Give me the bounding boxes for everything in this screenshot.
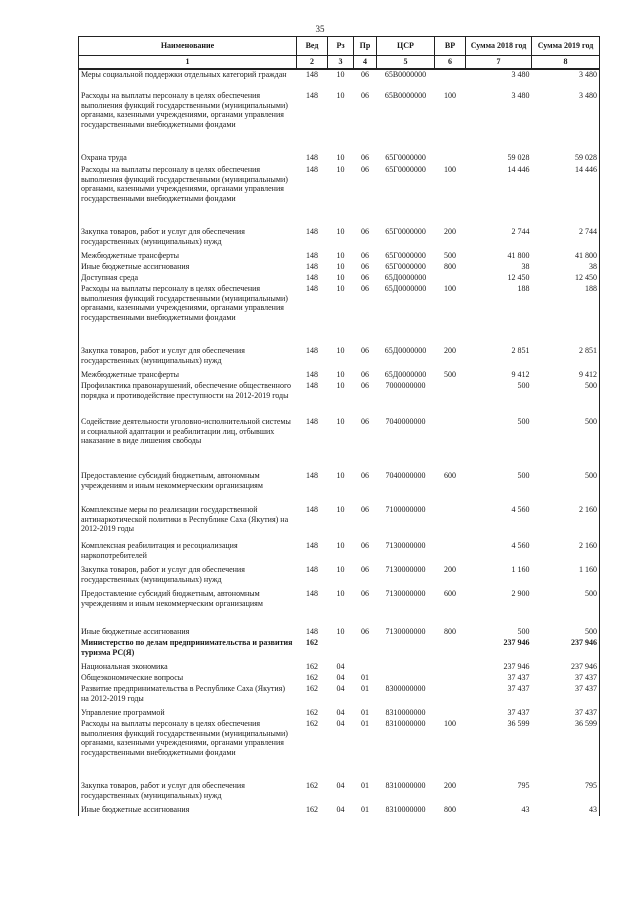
row-ved: 162 [306, 805, 318, 814]
row-vr: 800 [444, 627, 456, 636]
row-csr [377, 638, 435, 662]
row-name: Меры социальной поддержки отдельных категорий граждан [79, 69, 297, 91]
header-sum-2018: Сумма 2018 год [466, 37, 532, 56]
row-vr: 100 [444, 165, 456, 174]
row-vr: 800 [444, 262, 456, 271]
row-pr: 01 [361, 673, 369, 682]
row-rz: 10 [336, 381, 345, 390]
row-pr [354, 638, 377, 662]
row-name: Расходы на выплаты персоналу в целях обеспечения выполнения функций государственными (муниципальными) органами, казенными учреждениями, органами управления государственными внебюджетными фондами [79, 284, 297, 346]
row-pr: 06 [361, 370, 369, 379]
row-sum-2018: 4 560 [511, 505, 530, 514]
row-csr: 65В0000000 [384, 70, 427, 79]
row-ved: 162 [306, 719, 318, 728]
row-pr: 06 [361, 227, 369, 236]
row-sum-2018: 1 160 [511, 565, 530, 574]
row-csr: 7100000000 [385, 505, 426, 514]
row-sum-2018: 3 480 [511, 91, 530, 100]
row-pr: 06 [361, 627, 369, 636]
row-ved: 148 [306, 370, 318, 379]
table-row [79, 662, 600, 673]
table-row [79, 719, 600, 781]
row-sum-2019: 795 [532, 781, 600, 805]
table-body [79, 69, 600, 816]
row-sum-2019: 3 480 [532, 69, 600, 91]
row-sum-2018: 41 800 [507, 251, 530, 260]
header-number: 7 [466, 56, 532, 70]
row-sum-2018: 37 437 [507, 684, 530, 693]
row-ved: 148 [306, 565, 318, 574]
row-sum-2019: 237 946 [532, 638, 600, 662]
header-ved: Вед [297, 37, 328, 56]
row-pr: 06 [361, 589, 369, 598]
row-pr: 06 [361, 262, 369, 271]
row-sum-2018: 14 446 [507, 165, 530, 174]
row-sum-2018: 3 480 [511, 70, 530, 79]
row-name: Охрана труда [79, 153, 297, 165]
row-vr: 500 [444, 370, 456, 379]
row-csr [377, 662, 435, 673]
row-name: Иные бюджетные ассигнования [79, 627, 297, 638]
row-pr: 06 [361, 91, 369, 100]
row-pr: 01 [361, 708, 369, 717]
row-sum-2019: 43 [532, 805, 600, 816]
header-number-row [79, 56, 600, 70]
row-vr: 600 [444, 471, 456, 480]
table-row [79, 638, 600, 662]
row-sum-2019: 2 851 [532, 346, 600, 370]
row-name: Комплексные меры по реализации государственной антинаркотической политики в Республике Саха (Якутия) на 2012-2019 годы [79, 505, 297, 541]
row-sum-2019: 14 446 [532, 165, 600, 227]
row-sum-2018: 500 [517, 381, 530, 390]
row-name: Закупка товаров, работ и услуг для обеспечения государственных (муниципальных) нужд [79, 227, 297, 251]
row-rz: 10 [336, 589, 345, 598]
row-vr [435, 662, 466, 673]
row-csr [377, 673, 435, 684]
row-vr [435, 638, 466, 662]
row-name: Закупка товаров, работ и услуг для обеспечения государственных (муниципальных) нужд [79, 346, 297, 370]
row-sum-2018: 2 851 [511, 346, 530, 355]
row-name: Закупка товаров, работ и услуг для обеспечения государственных (муниципальных) нужд [79, 565, 297, 589]
row-sum-2018: 37 437 [507, 708, 530, 717]
row-csr: 8310000000 [385, 805, 426, 814]
table-row [79, 381, 600, 417]
row-ved: 162 [306, 673, 318, 682]
row-sum-2018: 500 [517, 627, 530, 636]
table-row [79, 251, 600, 262]
table-row [79, 805, 600, 816]
row-pr: 06 [361, 273, 369, 282]
row-csr: 7040000000 [385, 417, 426, 426]
table-row [79, 273, 600, 284]
table-row [79, 153, 600, 165]
row-vr [435, 69, 466, 91]
row-sum-2019: 500 [532, 417, 600, 471]
table-row [79, 346, 600, 370]
row-csr: 65В0000000 [384, 91, 427, 100]
header-rz: Рз [328, 37, 354, 56]
row-vr [435, 684, 466, 708]
row-sum-2018: 500 [517, 471, 530, 480]
row-name: Межбюджетные трансферты [79, 370, 297, 381]
table-row [79, 781, 600, 805]
row-rz [328, 638, 354, 662]
row-sum-2018: 59 028 [507, 153, 530, 162]
header-number: 2 [297, 56, 328, 70]
row-rz: 04 [336, 719, 345, 728]
row-sum-2018: 43 [521, 805, 530, 814]
row-sum-2018: 4 560 [511, 541, 530, 550]
row-rz: 10 [336, 471, 345, 480]
row-csr: 8310000000 [385, 781, 426, 790]
row-name: Расходы на выплаты персоналу в целях обеспечения выполнения функций государственными (муниципальными) органами, казенными учреждениями, органами управления государственными внебюджетными фондами [79, 165, 297, 227]
row-vr: 200 [444, 781, 456, 790]
row-sum-2019: 41 800 [532, 251, 600, 262]
row-rz: 04 [336, 708, 345, 717]
row-ved: 148 [306, 417, 318, 426]
row-rz: 10 [336, 284, 345, 293]
row-name: Расходы на выплаты персоналу в целях обеспечения выполнения функций государственными (муниципальными) органами, казенными учреждениями, органами управления государственными внебюджетными фондами [79, 719, 297, 781]
row-name: Закупка товаров, работ и услуг для обеспечения государственных (муниципальных) нужд [79, 781, 297, 805]
row-sum-2019: 2 160 [532, 541, 600, 565]
row-csr: 7130000000 [385, 565, 426, 574]
table-row [79, 91, 600, 153]
header-csr: ЦСР [377, 37, 435, 56]
row-vr [435, 541, 466, 565]
row-vr [435, 505, 466, 541]
row-rz: 10 [336, 417, 345, 426]
header-number: 3 [328, 56, 354, 70]
row-name: Иные бюджетные ассигнования [79, 262, 297, 273]
row-sum-2019: 2 744 [532, 227, 600, 251]
row-sum-2019: 36 599 [532, 719, 600, 781]
row-ved: 162 [306, 708, 318, 717]
row-csr: 8300000000 [385, 684, 426, 693]
table-row [79, 684, 600, 708]
header-number: 1 [79, 56, 297, 70]
row-sum-2018: 37 437 [507, 673, 530, 682]
row-rz: 10 [336, 227, 345, 236]
row-rz: 10 [336, 273, 345, 282]
row-ved: 148 [306, 70, 318, 79]
row-pr: 06 [361, 381, 369, 390]
row-csr: 65Д0000000 [384, 273, 427, 282]
row-sum-2018: 2 900 [511, 589, 530, 598]
row-rz: 10 [336, 370, 345, 379]
row-rz: 10 [336, 627, 345, 636]
header-vr: ВР [435, 37, 466, 56]
row-rz: 10 [336, 346, 345, 355]
row-name: Межбюджетные трансферты [79, 251, 297, 262]
row-rz: 10 [336, 505, 345, 514]
row-ved: 148 [306, 541, 318, 550]
row-name: Расходы на выплаты персоналу в целях обеспечения выполнения функций государственными (муниципальными) органами, казенными учреждениями, органами управления государственными внебюджетными фондами [79, 91, 297, 153]
row-rz: 10 [336, 165, 345, 174]
row-pr: 06 [361, 153, 369, 162]
row-sum-2018: 237 946 [503, 638, 530, 647]
row-sum-2018: 36 599 [507, 719, 530, 728]
row-rz: 04 [336, 684, 345, 693]
row-ved: 148 [306, 471, 318, 480]
table-row [79, 69, 600, 91]
row-rz: 04 [336, 781, 345, 790]
row-vr: 200 [444, 227, 456, 236]
table-row [79, 627, 600, 638]
table-header [79, 37, 600, 70]
row-sum-2019: 38 [532, 262, 600, 273]
row-name: Национальная экономика [79, 662, 297, 673]
row-ved: 148 [306, 627, 318, 636]
row-pr: 06 [361, 346, 369, 355]
table-row [79, 284, 600, 346]
row-csr: 7130000000 [385, 627, 426, 636]
row-ved: 148 [306, 346, 318, 355]
table-row [79, 370, 600, 381]
row-pr: 01 [361, 719, 369, 728]
row-csr: 7130000000 [385, 541, 426, 550]
row-sum-2018: 795 [517, 781, 530, 790]
row-ved: 148 [306, 153, 318, 162]
row-rz: 10 [336, 565, 345, 574]
row-name: Профилактика правонарушений, обеспечение общественного порядка и противодействие преступности на 2012-2019 годы [79, 381, 297, 417]
row-sum-2019: 237 946 [532, 662, 600, 673]
row-csr: 65Г0000000 [385, 251, 426, 260]
row-name: Содействие деятельности уголовно-исполнительной системы и социальной адаптации и реабилитации лиц, отбывших наказание в виде лишения свободы [79, 417, 297, 471]
row-csr: 65Г0000000 [385, 227, 426, 236]
row-rz: 04 [336, 662, 345, 671]
header-name: Наименование [79, 37, 297, 56]
row-ved: 148 [306, 227, 318, 236]
row-ved: 148 [306, 273, 318, 282]
row-ved: 162 [306, 662, 318, 671]
row-vr [435, 153, 466, 165]
header-number: 8 [532, 56, 600, 70]
row-csr: 8310000000 [385, 708, 426, 717]
row-sum-2019: 37 437 [532, 708, 600, 719]
row-ved: 162 [306, 684, 318, 693]
header-pr: Пр [354, 37, 377, 56]
row-ved: 162 [306, 781, 318, 790]
table-row [79, 417, 600, 471]
row-rz: 10 [336, 153, 345, 162]
row-vr: 100 [444, 91, 456, 100]
row-ved: 148 [306, 284, 318, 293]
row-sum-2019: 9 412 [532, 370, 600, 381]
row-csr: 65Д0000000 [384, 284, 427, 293]
row-sum-2019: 12 450 [532, 273, 600, 284]
row-sum-2018: 188 [517, 284, 530, 293]
row-name: Развитие предпринимательства в Республике Саха (Якутия) на 2012-2019 годы [79, 684, 297, 708]
row-csr: 65Г0000000 [385, 153, 426, 162]
table-row [79, 165, 600, 227]
table-row [79, 708, 600, 719]
row-ved: 148 [306, 589, 318, 598]
row-vr: 200 [444, 565, 456, 574]
row-sum-2018: 237 946 [503, 662, 530, 671]
table-row [79, 565, 600, 589]
row-pr [354, 662, 377, 673]
row-sum-2018: 2 744 [511, 227, 530, 236]
row-csr: 8310000000 [385, 719, 426, 728]
row-name: Предоставление субсидий бюджетным, автономным учреждениям и иным некоммерческим организациям [79, 471, 297, 505]
row-csr: 65Г0000000 [385, 262, 426, 271]
row-sum-2018: 12 450 [507, 273, 530, 282]
row-pr: 06 [361, 70, 369, 79]
table-row [79, 673, 600, 684]
row-ved: 148 [306, 91, 318, 100]
row-rz: 04 [336, 673, 345, 682]
row-pr: 06 [361, 417, 369, 426]
row-pr: 01 [361, 781, 369, 790]
row-vr [435, 673, 466, 684]
row-rz: 10 [336, 251, 345, 260]
page-number: 35 [315, 24, 325, 34]
row-ved: 162 [306, 638, 318, 647]
table-row [79, 541, 600, 565]
row-vr: 100 [444, 719, 456, 728]
row-name: Доступная среда [79, 273, 297, 284]
header-row [79, 37, 600, 56]
row-vr: 200 [444, 346, 456, 355]
header-number: 5 [377, 56, 435, 70]
row-ved: 148 [306, 505, 318, 514]
row-name: Управление программой [79, 708, 297, 719]
row-pr: 06 [361, 284, 369, 293]
row-sum-2019: 1 160 [532, 565, 600, 589]
row-sum-2019: 59 028 [532, 153, 600, 165]
row-pr: 06 [361, 165, 369, 174]
row-vr: 500 [444, 251, 456, 260]
row-csr: 7040000000 [385, 471, 426, 480]
row-sum-2018: 38 [521, 262, 530, 271]
row-pr: 06 [361, 541, 369, 550]
row-rz: 04 [336, 805, 345, 814]
table-row [79, 227, 600, 251]
row-vr: 800 [444, 805, 456, 814]
row-rz: 10 [336, 91, 345, 100]
row-sum-2019: 37 437 [532, 673, 600, 684]
row-name: Общеэкономические вопросы [79, 673, 297, 684]
header-number: 4 [354, 56, 377, 70]
row-ved: 148 [306, 381, 318, 390]
row-sum-2019: 500 [532, 589, 600, 627]
row-sum-2019: 500 [532, 627, 600, 638]
table-row [79, 471, 600, 505]
table-row [79, 262, 600, 273]
budget-table [78, 36, 600, 816]
row-pr: 01 [361, 684, 369, 693]
row-sum-2019: 500 [532, 471, 600, 505]
row-pr: 06 [361, 251, 369, 260]
row-sum-2019: 2 160 [532, 505, 600, 541]
row-vr [435, 381, 466, 417]
row-csr: 7130000000 [385, 589, 426, 598]
row-pr: 06 [361, 471, 369, 480]
row-pr: 01 [361, 805, 369, 814]
row-name: Министерство по делам предпринимательства и развития туризма РС(Я) [79, 638, 297, 662]
row-csr: 65Д0000000 [384, 370, 427, 379]
row-sum-2019: 500 [532, 381, 600, 417]
row-sum-2018: 500 [517, 417, 530, 426]
header-sum-2019: Сумма 2019 год [532, 37, 600, 56]
row-vr: 100 [444, 284, 456, 293]
header-number: 6 [435, 56, 466, 70]
row-rz: 10 [336, 262, 345, 271]
row-vr: 600 [444, 589, 456, 598]
row-name: Предоставление субсидий бюджетным, автономным учреждениям и иным некоммерческим организациям [79, 589, 297, 627]
row-ved: 148 [306, 165, 318, 174]
row-rz: 10 [336, 541, 345, 550]
row-ved: 148 [306, 262, 318, 271]
row-csr: 7000000000 [385, 381, 426, 390]
row-pr: 06 [361, 505, 369, 514]
table-row [79, 505, 600, 541]
row-vr [435, 417, 466, 471]
row-sum-2019: 3 480 [532, 91, 600, 153]
row-pr: 06 [361, 565, 369, 574]
row-sum-2018: 9 412 [511, 370, 530, 379]
table-row [79, 589, 600, 627]
row-sum-2019: 37 437 [532, 684, 600, 708]
row-name: Иные бюджетные ассигнования [79, 805, 297, 816]
row-vr [435, 273, 466, 284]
row-csr: 65Д0000000 [384, 346, 427, 355]
row-sum-2019: 188 [532, 284, 600, 346]
row-name: Комплексная реабилитация и ресоциализация наркопотребителей [79, 541, 297, 565]
row-ved: 148 [306, 251, 318, 260]
row-csr: 65Г0000000 [385, 165, 426, 174]
row-rz: 10 [336, 70, 345, 79]
row-vr [435, 708, 466, 719]
